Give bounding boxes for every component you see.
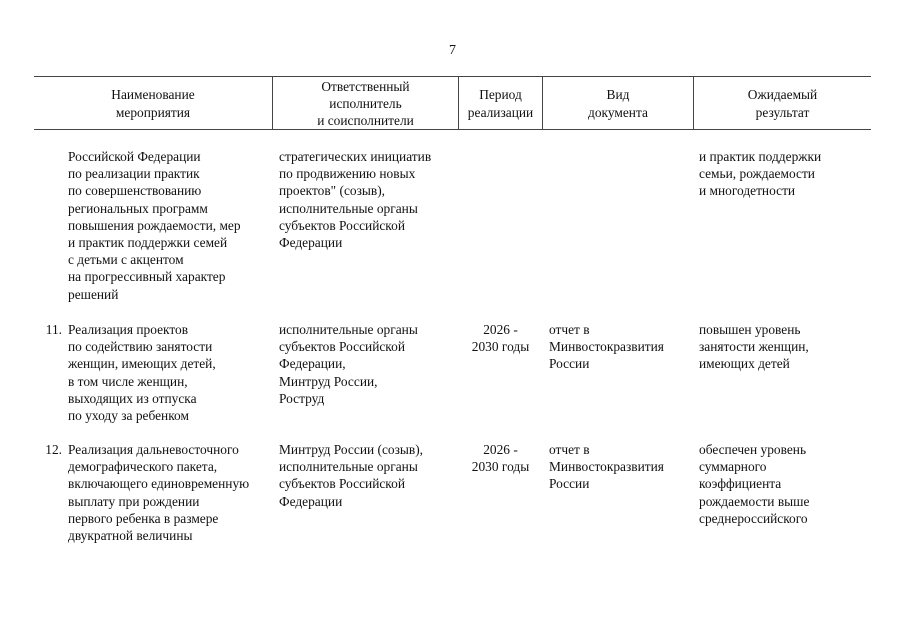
header-period: Период реализации [467, 87, 534, 120]
header-responsible: Ответственный исполнитель и соисполнители [317, 78, 414, 129]
header-result: Ожидаемый результат [747, 87, 818, 120]
row-responsible: стратегических инициатив по продвижению новых проектов" (созыв), исполнительные органы субъектов Российской Федерации [279, 149, 432, 251]
page-number: 7 [449, 43, 456, 58]
row-document: отчет в Минвостокразвития России [549, 322, 664, 372]
row-result: и практик поддержки семьи, рождаемости и многодетности [699, 149, 822, 199]
row-result: обеспечен уровень суммарного коэффициента рождаемости выше среднероссийского [699, 442, 810, 526]
row-number: 11. [45, 322, 62, 337]
row-period: 2026 - 2030 годы [471, 442, 530, 475]
row-name: Реализация проектов по содействию занятости женщин, имеющих детей, в том числе женщин, выходящих из отпуска по уходу за ребенком [68, 322, 216, 424]
header-name: Наименование мероприятия [111, 87, 195, 120]
table-top-rule [34, 76, 871, 77]
header-bottom-rule [34, 129, 871, 130]
row-name: Российской Федерации по реализации практик по совершенствованию региональных программ повышения рождаемости, мер и практик поддержки семей с детьми с акцентом на прогрессивный характер решений [68, 149, 241, 302]
header-document: Вид документа [588, 87, 648, 120]
row-responsible: Минтруд России (созыв), исполнительные органы субъектов Российской Федерации [279, 442, 424, 509]
row-result: повышен уровень занятости женщин, имеющих детей [699, 322, 809, 372]
row-responsible: исполнительные органы субъектов Российской Федерации, Минтруд России, Роструд [279, 322, 418, 406]
row-number: 12. [45, 442, 62, 457]
row-name: Реализация дальневосточного демографического пакета, включающего единовременную выплату при рождении первого ребенка в размере двукратной величины [68, 442, 250, 544]
row-document: отчет в Минвостокразвития России [549, 442, 664, 492]
row-period: 2026 - 2030 годы [471, 322, 530, 355]
